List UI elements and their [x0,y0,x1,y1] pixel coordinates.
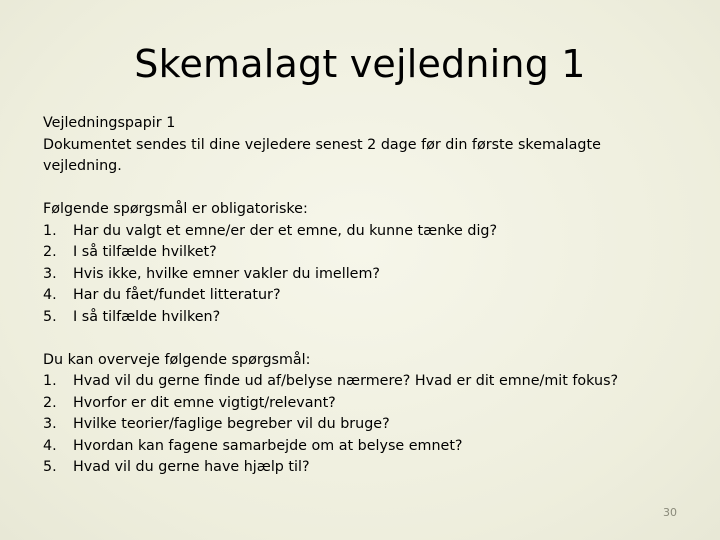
list-item [43,242,683,264]
mandatory-section [43,199,683,328]
list-item-number: 1. [43,373,57,389]
list-item-number: 2. [43,394,57,411]
mandatory-list [43,221,683,329]
list-item [43,457,683,479]
optional-section [43,350,683,479]
intro-section [43,113,683,178]
list-item [43,371,683,393]
intro-text: Dokumentet sendes til dine vejledere senest 2 dage før din første skemalagte vejledning. [43,136,601,174]
list-item-number: 4. [43,287,57,303]
list-item-text: Hvorfor er dit emne vigtigt/relevant? [73,394,336,411]
list-item [43,393,683,415]
list-item-number: 3. [43,265,57,282]
list-item [43,221,683,243]
list-item-text: Hvis ikke, hvilke emner vakler du imellem? [73,265,380,282]
list-item-text: Hvad vil du gerne have hjælp til? [73,459,310,475]
mandatory-heading: Følgende spørgsmål er obligatoriske: [43,201,308,217]
page-number: 30 [663,506,677,519]
slide-content [43,113,683,479]
list-item-number: 2. [43,244,57,260]
list-item-text: I så tilfælde hvilken? [73,308,221,325]
list-item-text: Hvad vil du gerne finde ud af/belyse nærmere? Hvad er dit emne/mit fokus? [73,373,619,389]
list-item-text: I så tilfælde hvilket? [73,244,217,260]
list-item [43,307,683,329]
list-item-text: Hvordan kan fagene samarbejde om at belyse emnet? [73,437,463,454]
list-item-number: 1. [43,222,57,239]
list-item-text: Har du valgt et emne/er der et emne, du kunne tænke dig? [73,222,498,239]
list-item [43,264,683,286]
list-item [43,414,683,436]
slide-title: Skemalagt vejledning 1 [134,42,586,86]
optional-heading: Du kan overveje følgende spørgsmål: [43,351,311,368]
list-item-number: 5. [43,308,57,325]
intro-heading: Vejledningspapir 1 [43,115,176,131]
list-item-number: 4. [43,437,57,454]
list-item [43,285,683,307]
list-item-text: Har du fået/fundet litteratur? [73,287,281,303]
list-item-text: Hvilke teorier/faglige begreber vil du bruge? [73,416,390,432]
list-item-number: 5. [43,459,57,475]
optional-list [43,371,683,479]
list-item-number: 3. [43,416,57,432]
list-item [43,436,683,458]
